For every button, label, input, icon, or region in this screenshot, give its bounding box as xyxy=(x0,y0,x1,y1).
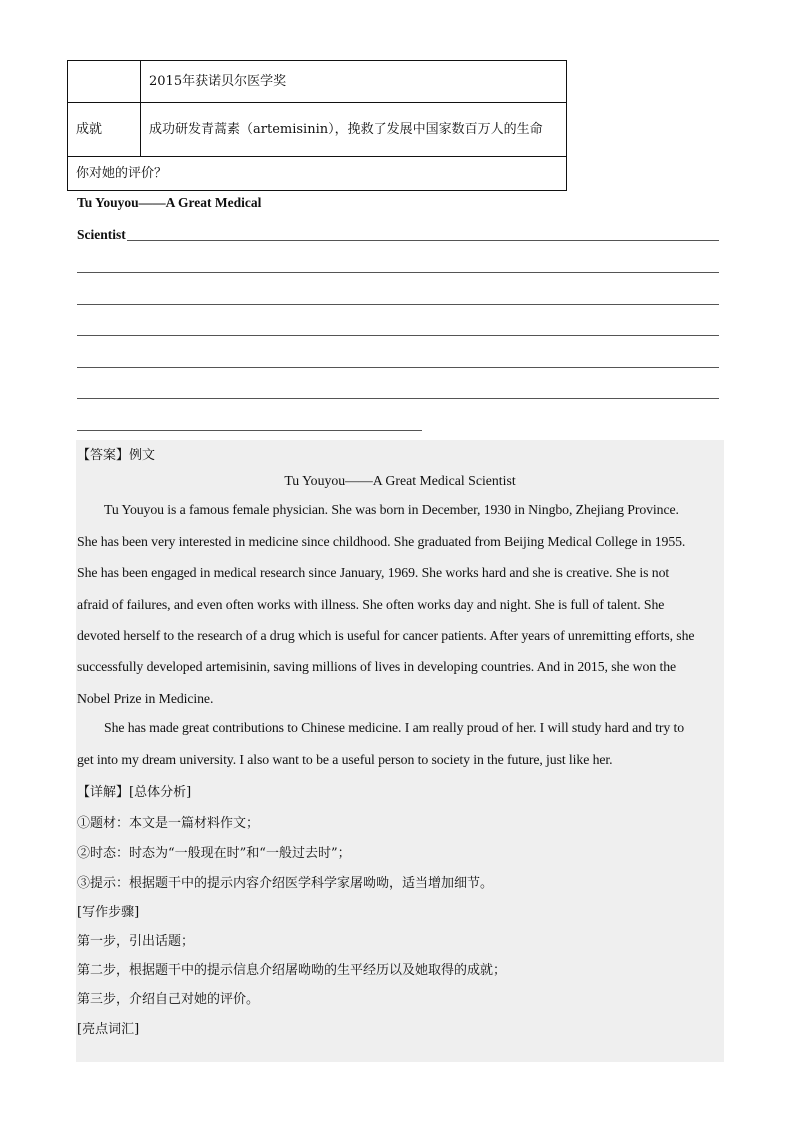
step-item: 第二步，根据题干中的提示信息介绍屠呦呦的生平经历以及她取得的成就； xyxy=(77,963,507,978)
table-value-cell: 成功研发青蒿素（artemisinin），挽救了发展中国家数百万人的生命 xyxy=(141,103,567,157)
essay-line: afraid of failures, and even often works with illness. She often works day and night. She is full of talent. She xyxy=(77,597,665,612)
explanation-item: ①题材：本文是一篇材料作文； xyxy=(77,816,260,831)
essay-line: successfully developed artemisinin, saving millions of lives in developing countries. And in 2015, she won the xyxy=(77,659,677,674)
answer-blank-line xyxy=(77,272,719,273)
explanation-item: ③提示：根据题干中的提示内容介绍医学科学家屠呦呦，适当增加细节。 xyxy=(77,876,494,891)
table-row xyxy=(68,103,567,157)
essay-line: She has been very interested in medicine since childhood. She graduated from Beijing Medical College in 1955. xyxy=(77,534,686,549)
answer-blank-line xyxy=(77,367,719,368)
answer-blank-line xyxy=(77,430,422,431)
table-row xyxy=(68,157,567,191)
answer-header: 【答案】例文 xyxy=(77,448,156,463)
answer-blank-line xyxy=(77,335,719,336)
essay-line: get into my dream university. I also want to be a useful person to society in the future, just like her. xyxy=(77,752,613,767)
writing-title-line1: Tu Youyou——A Great Medical xyxy=(77,195,262,210)
answer-blank-line xyxy=(77,304,719,305)
writing-title-line2: Scientist xyxy=(77,227,126,242)
step-item: 第一步，引出话题； xyxy=(77,934,195,949)
vocab-header: [亮点词汇] xyxy=(77,1022,140,1037)
table-question-cell: 你对她的评价？ xyxy=(68,157,567,191)
explanation-item: ②时态：时态为“一般现在时”和“一般过去时”； xyxy=(77,846,351,861)
table-value-cell: 2015年获诺贝尔医学奖 xyxy=(141,61,567,103)
essay-line: Tu Youyou is a famous female physician. She was born in December, 1930 in Ningbo, Zhejiang Province. xyxy=(104,502,679,517)
essay-line: She has made great contributions to Chinese medicine. I am really proud of her. I will study hard and try to xyxy=(104,720,685,735)
essay-line: Nobel Prize in Medicine. xyxy=(77,691,214,706)
table-label-cell xyxy=(68,61,141,103)
table-row xyxy=(68,61,567,103)
essay-title: Tu Youyou——A Great Medical Scientist xyxy=(284,473,516,488)
steps-header: [写作步骤] xyxy=(77,905,140,920)
essay-line: She has been engaged in medical research since January, 1969. She works hard and she is creative. She is not xyxy=(77,565,670,580)
answer-blank-line xyxy=(77,398,719,399)
info-table xyxy=(67,60,567,191)
explanation-header: 【详解】[总体分析] xyxy=(77,785,192,800)
table-label-cell: 成就 xyxy=(68,103,141,157)
essay-line: devoted herself to the research of a drug which is useful for cancer patients. After years of unremitting efforts, she xyxy=(77,628,695,643)
answer-blank-line xyxy=(127,240,719,241)
step-item: 第三步，介绍自己对她的评价。 xyxy=(77,992,260,1007)
